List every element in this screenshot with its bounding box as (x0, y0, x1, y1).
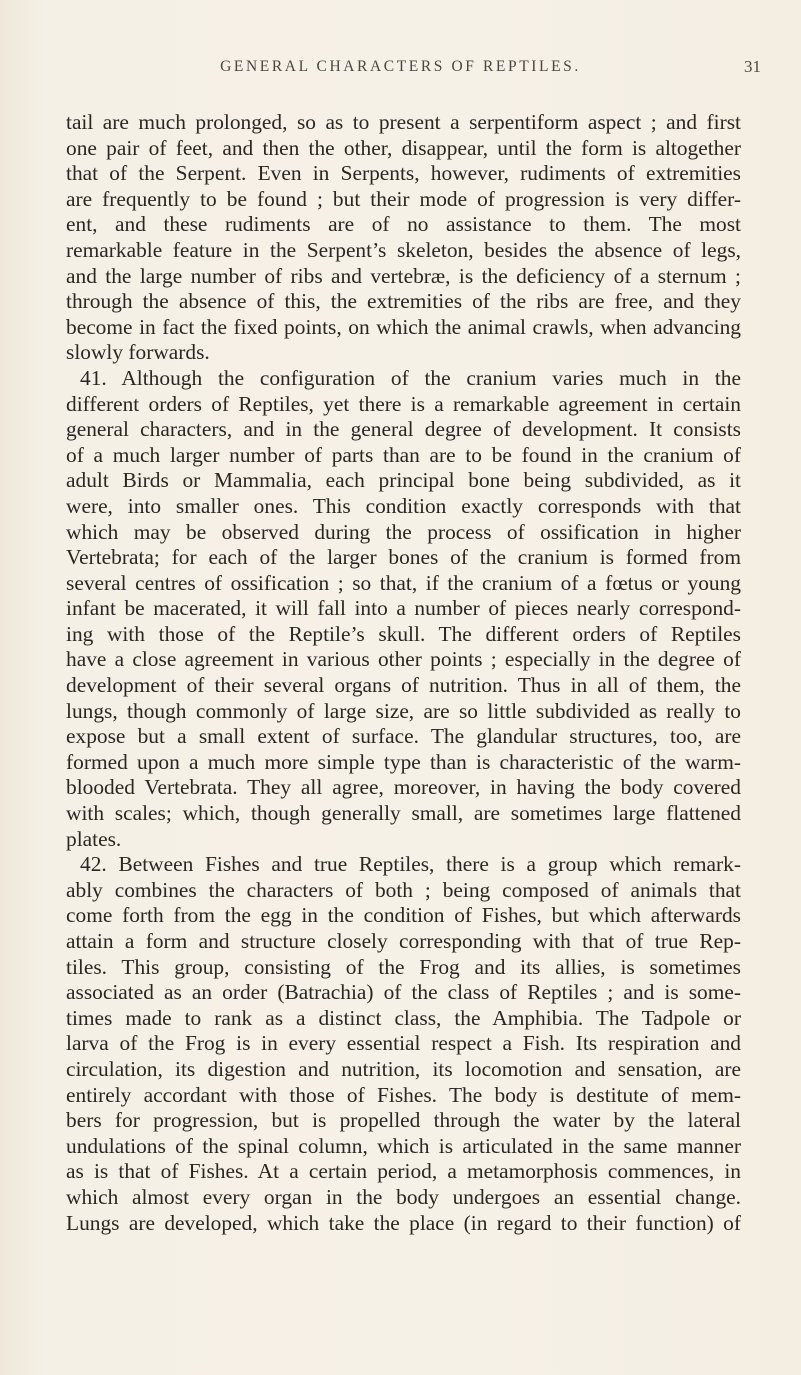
text-line: are frequently to be found ; but their mode of progression is very differ- (66, 186, 741, 211)
text-line: ent, and these rudiments are of no assistance to them. The most (66, 212, 741, 237)
paragraph-41-start: 41. Although the configuration of the cranium varies much in the (80, 365, 741, 390)
running-head: GENERAL CHARACTERS OF REPTILES. (220, 58, 581, 75)
text-line: Vertebrata; for each of the larger bones of the cranium is formed from (66, 545, 741, 570)
text-line: several centres of ossification ; so that, if the cranium of a fœtus or young (66, 570, 741, 595)
text-line: as is that of Fishes. At a certain period, a metamorphosis commences, in (66, 1159, 741, 1184)
text-line: undulations of the spinal column, which is articulated in the same manner (66, 1133, 741, 1158)
text-line: of a much larger number of parts than are to be found in the cranium of (66, 442, 741, 467)
text-line: blooded Vertebrata. They all agree, moreover, in having the body covered (66, 775, 741, 800)
text-line: associated as an order (Batrachia) of the class of Reptiles ; and is some- (66, 980, 741, 1005)
text-line: general characters, and in the general degree of development. It consists (66, 417, 741, 442)
text-line: become in fact the fixed points, on which the animal crawls, when advancing (66, 314, 741, 339)
text-line: one pair of feet, and then the other, disappear, until the form is altogether (66, 135, 741, 160)
text-line: infant be macerated, it will fall into a number of pieces nearly correspond- (66, 596, 741, 621)
text-line: were, into smaller ones. This condition exactly corresponds with that (66, 493, 741, 518)
text-line: different orders of Reptiles, yet there is a remarkable agreement in certain (66, 391, 741, 416)
text-line: adult Birds or Mammalia, each principal bone being subdivided, as it (66, 468, 741, 493)
text-line: with scales; which, though generally small, are sometimes large flattened (66, 801, 741, 826)
text-line: ably combines the characters of both ; being composed of animals that (66, 877, 741, 902)
text-line: ing with those of the Reptile’s skull. The different orders of Reptiles (66, 621, 741, 646)
text-line: and the large number of ribs and vertebræ, is the deficiency of a sternum ; (66, 263, 741, 288)
text-line: development of their several organs of nutrition. Thus in all of them, the (66, 673, 741, 698)
text-line: which almost every organ in the body undergoes an essential change. (66, 1184, 741, 1209)
text-line: attain a form and structure closely corresponding with that of true Rep- (66, 929, 741, 953)
text-line: formed upon a much more simple type than is characteristic of the warm- (66, 749, 741, 774)
body-text (66, 110, 741, 1236)
text-line: circulation, its digestion and nutrition, its locomotion and sensation, are (66, 1056, 741, 1081)
text-line: tail are much prolonged, so as to present a serpentiform aspect ; and first (66, 110, 741, 134)
text-line: through the absence of this, the extremities of the ribs are free, and they (66, 289, 741, 314)
text-line: bers for progression, but is propelled through the water by the lateral (66, 1108, 741, 1133)
text-line: that of the Serpent. Even in Serpents, however, rudiments of extremities (66, 161, 741, 186)
page-number: 31 (744, 57, 761, 76)
text-line: which may be observed during the process of ossification in higher (66, 519, 741, 544)
text-line: remarkable feature in the Serpent’s skeleton, besides the absence of legs, (66, 237, 741, 262)
page-header (40, 58, 761, 82)
text-line: slowly forwards. (66, 340, 210, 365)
text-line: Lungs are developed, which take the place (in regard to their function) of (66, 1210, 741, 1235)
text-line: come forth from the egg in the condition of Fishes, but which afterwards (66, 903, 741, 928)
text-line: times made to rank as a distinct class, the Amphibia. The Tadpole or (66, 1005, 741, 1030)
paragraph-42-start: 42. Between Fishes and true Reptiles, there is a group which remark- (80, 852, 741, 877)
text-line: larva of the Frog is in every essential respect a Fish. Its respiration and (66, 1031, 741, 1056)
text-line: tiles. This group, consisting of the Frog and its allies, is sometimes (66, 954, 741, 979)
text-line: lungs, though commonly of large size, are so little subdivided as really to (66, 698, 741, 723)
text-line: have a close agreement in various other points ; especially in the degree of (66, 647, 741, 672)
text-line: entirely accordant with those of Fishes. The body is destitute of mem- (66, 1082, 741, 1107)
text-line: expose but a small extent of surface. The glandular structures, too, are (66, 724, 741, 749)
text-line: plates. (66, 826, 122, 851)
